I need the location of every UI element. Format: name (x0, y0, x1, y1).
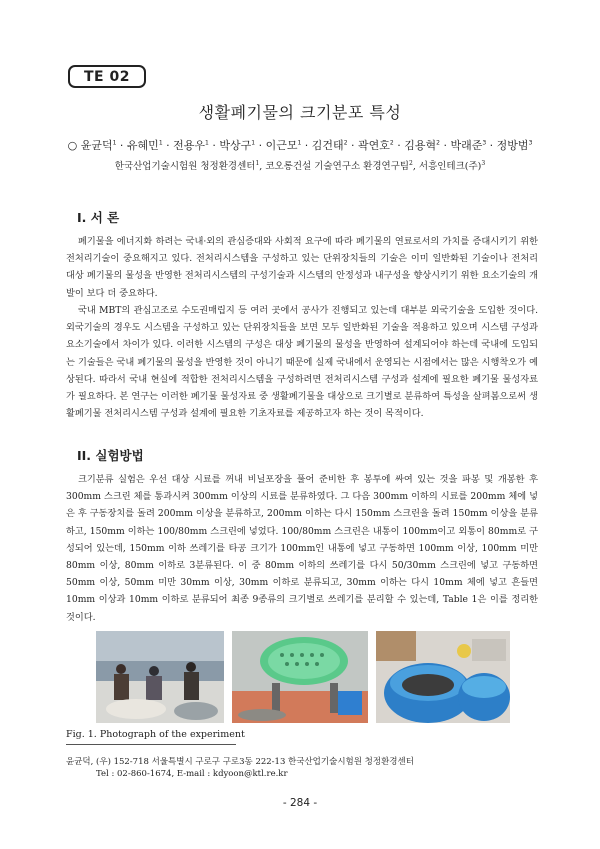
author-affil-sup: 1 (112, 139, 117, 147)
figure-caption: Fig. 1. Photograph of the experiment (66, 729, 245, 740)
author-affil-sup: 1 (158, 139, 163, 147)
affiliation-name: 서흥인테크(주)$^3$ (418, 159, 486, 172)
affiliation-name: 한국산업기술시험원 청정환경센터$^1$ (114, 159, 260, 172)
author-list (0, 137, 600, 153)
footnote-address: 윤균덕, (우) 152-718 서울특별시 구로구 구로3동 222-13 한국산업기술시험원 청정환경센터 (66, 757, 414, 767)
author-affil-sup: 2 (389, 139, 394, 147)
intro-paragraph-1: 폐기물을 에너지화 하려는 국내·외의 관심증대와 사회적 요구에 따라 폐기물의 연료로서의 가치를 증대시키기 위한 전처리기술이 중요해지고 있다. 전처리시스템을 구성하고 있는 단위장치들의 기술은 이미 일반화된 기술이나 전처리 대상 폐기물의 물성을 반영한 전처리시스템의 구성기술과 시스템의 안정성과 내구성을 향상시키기 위한 요소기술의 개발이 보다 더 중요하다. (66, 236, 538, 299)
experiment-photo-3 (376, 631, 510, 723)
footnote-contact: Tel : 02-860-1674, E-mail : kdyoon@ktl.re.kr (96, 769, 288, 779)
section-heading-method: II. 실험방법 (77, 448, 144, 463)
affiliation-name: 코오롱건설 기술연구소 환경연구팀$^2$ (265, 159, 413, 172)
paper-title: 생활폐기물의 크기분포 특성 (198, 103, 402, 122)
author-affil-sup: 1 (251, 139, 256, 147)
method-paragraph-1: 크기분류 실험은 우선 대상 시료를 꺼내 비닐포장을 풀어 준비한 후 봉투에 싸여 있는 것을 파봉 및 개봉한 후 300mm 스크린 체를 통과시켜 300mm 이상의 시료를 분류하였다. 그 다음 300mm 이하의 시료를 200mm 체에 넣은 후 구동장치를 돌려 200mm 이상을 분류하고, 200mm 이하는 다시 150mm 스크린을 돌려 150mm 이상을 분류하고, 150mm 이하는 100/80mm 스크린에 넣었다. 100/80mm 스크린은 내통이 100mm이고 외통이 80mm로 구성되어 있는데, 150mm 이하 쓰레기를 타공 크기가 100mm인 내통에 넣고 구동하면 100mm 이상, 100mm 미만 80mm 이상, 80mm 이하로 3분류된다. 이 중 80mm 이하의 쓰레기를 다시 50/30mm 스크린에 넣고 구동하면 50mm 이상, 50mm 미만 30mm 이상, 30mm 이하로 분류되고, 30mm 이하는 다시 10mm 체에 넣고 흔들면 10mm 이상과 10mm 이하로 분류되어 최종 9종류의 크기별로 쓰레기를 분리할 수 있는데, Table 1은 이를 정리한 것이다. (66, 474, 538, 623)
affiliation-line (0, 158, 600, 172)
section-heading-intro: I. 서 론 (77, 210, 120, 225)
author-separator: · (393, 139, 405, 152)
author-separator: · (255, 139, 266, 152)
author-separator: · (301, 139, 312, 152)
author-separator: · (116, 139, 127, 152)
author-affil-sup: 1 (297, 139, 302, 147)
author-separator: · (208, 139, 220, 152)
author-name: 정방범$^3$ (496, 139, 533, 152)
session-tag: TE 02 (68, 65, 146, 88)
author-name: 박래준$^3$ (450, 139, 487, 152)
intro-paragraph-2: 국내 MBT의 관심고조로 수도권매립지 등 여러 곳에서 공사가 진행되고 있는데 대부분 외국기술을 도입한 것이다. 외국기술의 경우도 시스템을 구성하고 있는 단위장치들을 보면 모두 일반화된 기술을 적용하고 있으며 시스템 구성과 요소기술에서 차이가 있다. 이러한 시스템의 구성은 대상 폐기물의 물성을 반영하여 설계되어야 하는데 국내에 도입되는 기술들은 국내 폐기물의 물성을 반영한 것이 아니기 때문에 실제 국내에서 운영되는 시점에서는 많은 시행착오가 예상된다. 따라서 국내 현실에 적합한 전처리시스템을 구성하려면 전처리시스템 구성과 설계에 필요한 폐기물 물성자료가 필요하다. 본 연구는 이러한 폐기물 물성자료 중 생활폐기물을 대상으로 크기별로 분류하여 특성을 살펴봄으로써 생활폐기물 전처리시스템 구성과 설계에 필요한 기초자료를 제공하고자 하는 것이 목적이다. (66, 305, 538, 420)
affiliation-sup: 3 (481, 159, 486, 167)
author-separator: · (486, 139, 497, 152)
author-affil-sup: 3 (482, 139, 487, 147)
author-name: 전용우$^1$ (173, 139, 209, 152)
author-affil-sup: 2 (436, 139, 440, 147)
author-separator: · (347, 139, 359, 152)
author-name: 유혜민$^1$ (126, 139, 163, 152)
author-separator: · (162, 139, 174, 152)
author-separator: · (439, 139, 451, 152)
affiliation-sup: 2 (409, 159, 413, 167)
author-affil-sup: 2 (343, 139, 348, 147)
author-affil-sup: 3 (528, 139, 533, 147)
author-name: 곽연호$^2$ (358, 139, 394, 152)
page-number: - 284 - (282, 797, 318, 809)
author-name: 박상구$^1$ (219, 139, 256, 152)
affiliation-separator: , (259, 161, 266, 172)
footnote-divider (66, 744, 236, 745)
author-name: 윤균덕$^1$ (80, 139, 117, 152)
affiliation-separator: , (412, 161, 419, 172)
author-name: 김용혁$^2$ (404, 139, 440, 152)
affiliation-sup: 1 (255, 159, 260, 167)
experiment-photo-2 (232, 631, 368, 723)
author-name: 이근모$^1$ (265, 139, 302, 152)
author-marker: ○ (67, 139, 81, 152)
experiment-photo-1 (96, 631, 224, 723)
author-affil-sup: 1 (205, 139, 209, 147)
author-name: 김건태$^2$ (311, 139, 348, 152)
